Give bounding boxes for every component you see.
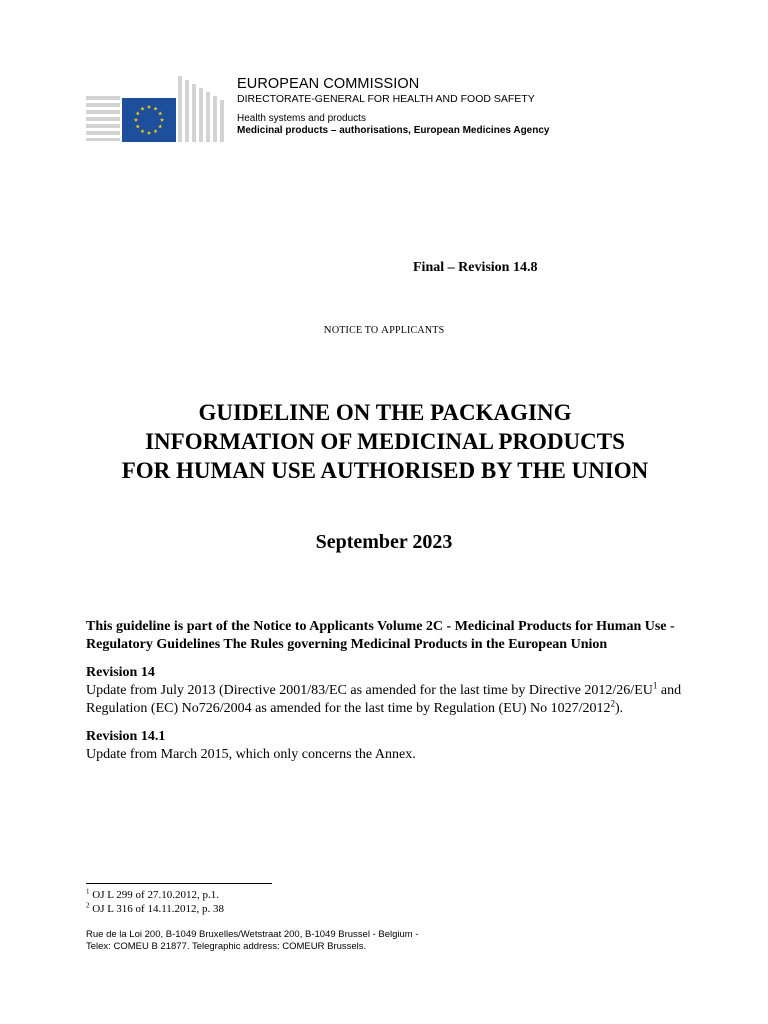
revision-text: Update from July 2013 (Directive 2001/83/EC as amended for the last time by Directive $2012/26/EU^1$ and Regulation (EC) No726/2004 as amended for the last time by Regulation (EU) No 1027/2012$^2$).	[86, 680, 682, 716]
revision-text: Update from March 2015, which only concerns the Annex.	[86, 747, 416, 762]
footnotes	[86, 888, 224, 916]
title-line: INFORMATION OF MEDICINAL PRODUCTS	[145, 429, 625, 454]
address-line: Rue de la Loi 200, B-1049 Bruxelles/Wetstraat 200, B-1049 Brussel - Belgium -	[86, 929, 419, 940]
footnote: $^2$ OJ L 316 of 14.11.2012, p. 38	[86, 901, 225, 915]
title-line: FOR HUMAN USE AUTHORISED BY THE UNION	[121, 458, 649, 483]
document-date: September 2023	[315, 531, 453, 553]
notice-to-applicants: NOTICE TO APPLICANTS	[323, 324, 445, 336]
eu-flag	[122, 98, 176, 142]
footnote-ref[interactable]: 1	[652, 680, 658, 691]
document-title	[40, 398, 730, 485]
postal-address	[86, 929, 419, 953]
subunit-name: Medicinal products – authorisations, European Medicines Agency	[237, 125, 550, 136]
intro-paragraph: This guideline is part of the Notice to Applicants Volume 2C - Medicinal Products for Human Use - Regulatory Guidelines The Rules governing Medicinal Products in the European Union	[86, 619, 675, 652]
title-line: GUIDELINE ON THE PACKAGING	[198, 400, 572, 425]
revision-heading: Revision 14.1	[86, 729, 166, 744]
revision-heading: Revision 14	[86, 665, 155, 680]
directorate-name: DIRECTORATE-GENERAL FOR HEALTH AND FOOD SAFETY	[237, 93, 535, 105]
footnote-divider	[86, 883, 272, 884]
footnote-ref[interactable]: 2	[610, 698, 616, 709]
letterhead	[237, 76, 549, 137]
document-body	[86, 618, 686, 774]
european-commission-logo	[86, 76, 228, 142]
footnote: $^1$ OJ L 299 of 27.10.2012, p.1.	[86, 887, 219, 901]
revision-label: Final – Revision 14.8	[413, 260, 538, 275]
unit-name: Health systems and products	[237, 113, 366, 124]
address-line: Telex: COMEU B 21877. Telegraphic address: COMEUR Brussels.	[86, 941, 367, 952]
organization-name: EUROPEAN COMMISSION	[237, 76, 420, 92]
